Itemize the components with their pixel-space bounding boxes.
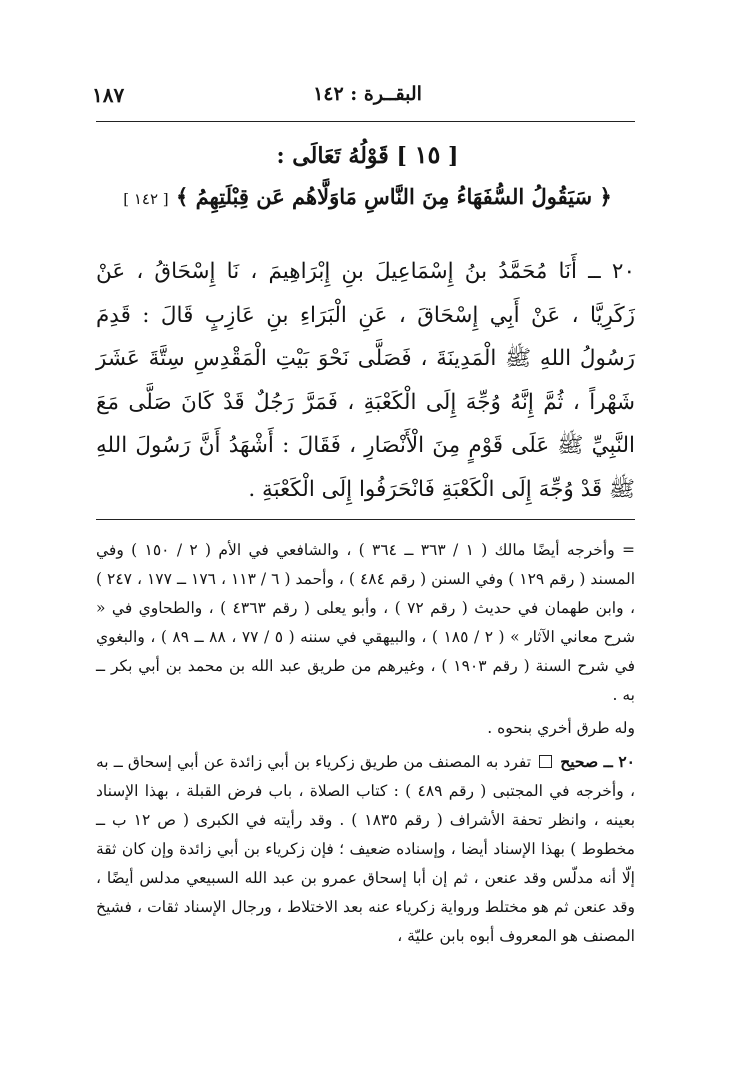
footnote-para-2: وله طرق أخري بنحوه . bbox=[487, 719, 635, 737]
hadith-text: ٢٠ ــ أَنَا مُحَمَّدُ بنُ إِسْمَاعِيلَ بنِ إِبْرَاهِيمَ ، نَا إِسْحَاقُ ، عَنْ زَكَرِيَّا ، عَنْ أَبِي إِسْحَاقَ ، عَنِ الْبَرَاءِ بنِ عَازِبٍ قَالَ : قَدِمَ رَسُولُ اللهِ ﷺ الْمَدِينَةَ ، فَصَلَّى نَحْوَ بَيْتِ الْمَقْدِسِ سِتَّةَ عَشَرَ شَهْراً ، ثُمَّ إِنَّهُ وُجِّهَ إِلَى الْكَعْبَةِ ، فَمَرَّ رَجُلٌ قَدْ كَانَ صَلَّى مَعَ النَّبِيِّ ﷺ عَلَى قَوْمٍ مِنَ الْأَنْصَارِ ، فَقَالَ : أَشْهَدُ أَنَّ رَسُولَ اللهِ ﷺ قَدْ وُجِّهَ إِلَى الْكَعْبَةِ فَانْحَرَفُوا إِلَى الْكَعْبَةِ . bbox=[96, 259, 635, 502]
heading-close-bracket: ] bbox=[396, 143, 407, 169]
running-title: البقــرة : ١٤٢ bbox=[313, 83, 422, 105]
header-rule bbox=[96, 121, 635, 122]
verse-text: ﴿ سَيَقُولُ السُّفَهَاءُ مِنَ النَّاسِ مَاوَلَّاهُم عَن قِبْلَتِهِمُ ﴾ bbox=[175, 184, 612, 209]
footnote-grade-label: ٢٠ ــ صحيح bbox=[560, 752, 635, 771]
page-header bbox=[88, 80, 647, 110]
footnote-para-3 bbox=[96, 747, 635, 951]
footnote-para-3-text: تفرد به المصنف من طريق زكرياء بن أبي زائدة عن أبي إسحاق ــ به ، وأخرجه في المجتبى ( رقم ٤٨٩ ) : كتاب الصلاة ، باب فرض القبلة ، بهذا الإسناد بعينه ، وانظر تحفة الأشراف ( رقم ١٨٣٥ ) . وقد رأيته في الكبرى ( ص ١٢ ب ــ مخطوط ) بهذا الإسناد أيضا ، وإسناده ضعيف ؛ فإن زكرياء بن أبي زائدة وإن كان ثقة إلّا أنه مدلّس وقد عنعن ، ثم إن أبا إسحاق عمرو بن عبد الله السبيعي مدلس أيضًا ، وقد عنعن ثم هو مختلط ورواية زكرياء عنه بعد الاختلاط ، ورجال الإسناد ثقات ، فشيخ المصنف هو المعروف أبوه بابن عليّة ، bbox=[96, 753, 636, 945]
footnote-rule bbox=[96, 519, 635, 520]
footnotes bbox=[96, 536, 635, 951]
footnote-para-1: = وأخرجه أيضًا مالك ( ١ / ٣٦٣ ــ ٣٦٤ ) ، والشافعي في الأم ( ٢ / ١٥٠ ) وفي المسند ( رقم ١٢٩ ) وفي السنن ( رقم ٤٨٤ ) ، وأحمد ( ٦ / ١١٣ ، ١٧٦ ــ ١٧٧ ، ٢٤٧ ) ، وابن طهمان في حديث ( رقم ٧٢ ) ، وأبو يعلى ( رقم ٤٣٦٣ ) ، والطحاوي في « شرح معاني الآثار » ( ٢ / ١٨٥ ) ، والبيهقي في سننه ( ٥ / ٧٧ ، ٨٨ ــ ٨٩ ) ، والبغوي في شرح السنة ( رقم ١٩٠٣ ) ، وغيرهم من طريق عبد الله بن محمد بن أبي بكر ــ به . bbox=[96, 541, 636, 704]
box-icon bbox=[539, 755, 552, 768]
verse-reference: [ ١٤٢ ] bbox=[123, 190, 169, 208]
quran-verse bbox=[60, 184, 675, 220]
hadith-block bbox=[96, 250, 635, 511]
section-heading bbox=[90, 140, 645, 180]
page-number: ١٨٧ bbox=[92, 83, 125, 107]
heading-open-bracket: [ bbox=[448, 143, 459, 169]
heading-number: ١٥ bbox=[414, 140, 441, 169]
heading-text: قَوْلُهُ تَعَالَى : bbox=[276, 143, 389, 169]
